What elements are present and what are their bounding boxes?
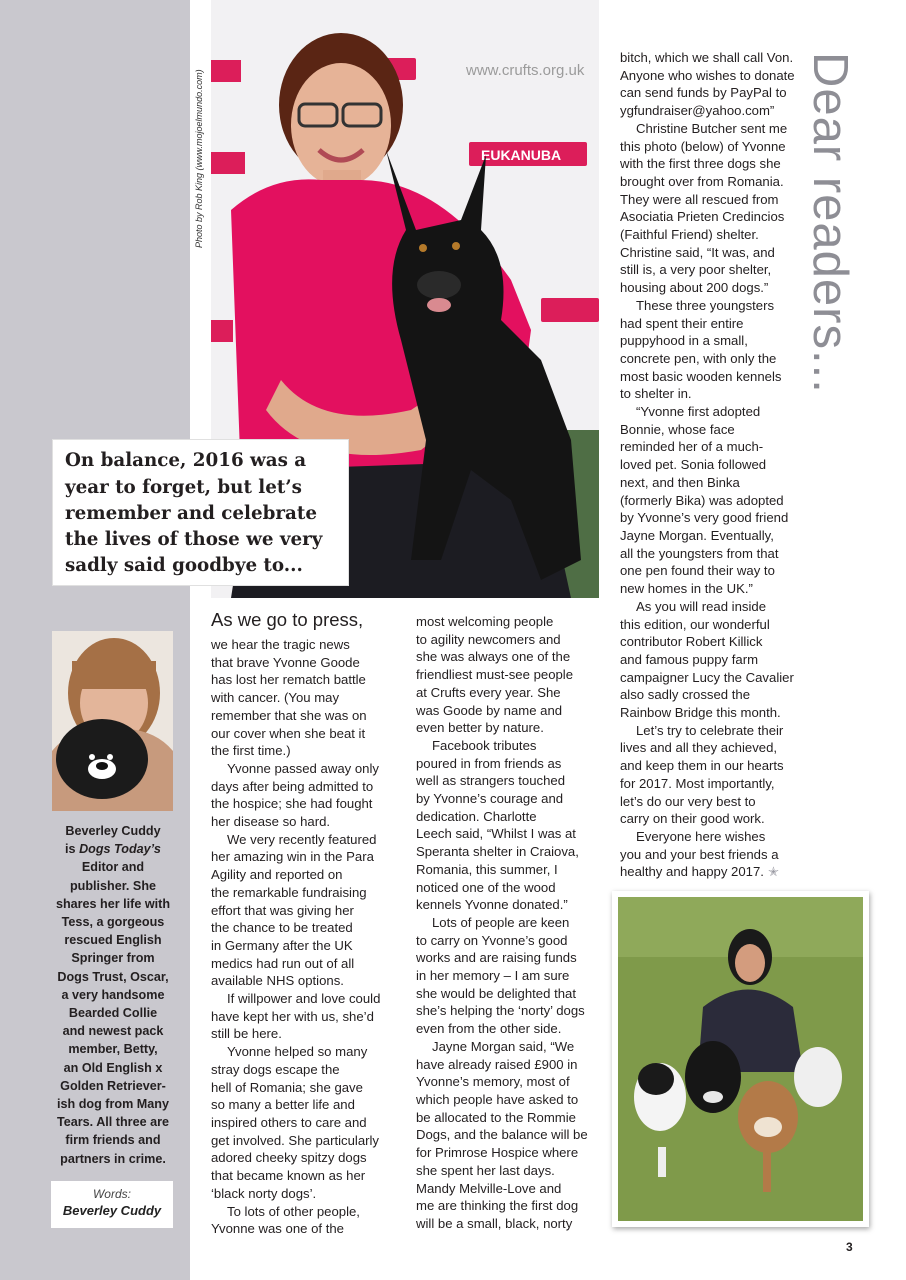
article-text-line: loved pet. Sonia followed	[620, 457, 767, 473]
article-text-line: As you will read inside	[636, 598, 767, 614]
article-text-line: reminded her of a much-	[620, 439, 764, 455]
article-text-line: one pen found their way to	[620, 563, 775, 579]
article-text-line: she’s helping the ‘norty’ dogs	[416, 1003, 585, 1019]
author-bio-line	[46, 1131, 180, 1149]
page-number: 3	[846, 1240, 853, 1254]
author-bio-text: a very handsome	[61, 987, 165, 1002]
article-text-line: in her memory – I am sure	[416, 968, 570, 984]
pull-quote-box	[52, 439, 349, 586]
article-text-line: for 2017. Most importantly,	[620, 775, 775, 791]
article-text-line: ‘black norty dogs’.	[211, 1185, 317, 1201]
article-text-line: Mandy Melville-Love and	[416, 1180, 562, 1196]
article-text-line: have kept her with us, she’d	[211, 1008, 374, 1024]
article-text-line: days after being admitted to	[211, 778, 374, 794]
author-bio-text: ish dog from Many	[57, 1097, 169, 1112]
article-text-line: to shelter in.	[620, 386, 692, 402]
article-text-line: Lots of people are keen	[432, 914, 570, 930]
author-bio-text: Editor and	[81, 860, 145, 875]
article-text-line: Yvonne was one of the	[211, 1221, 344, 1237]
article-text-line: dedication. Charlotte	[416, 808, 537, 824]
author-bio-text: Dogs Trust, Oscar,	[57, 969, 169, 984]
article-text-line: all the youngsters from that	[620, 545, 779, 561]
article-text-line: with cancer. (You may	[211, 690, 340, 706]
bottom-photo-yvonne-with-three-dogs	[612, 891, 869, 1227]
article-text-line: the remarkable fundraising	[211, 884, 367, 900]
article-text-line: be allocated to the Rommie	[416, 1109, 576, 1125]
article-text-line: (formerly Bika) was adopted	[620, 492, 784, 508]
author-bio-text: and newest pack	[62, 1024, 164, 1039]
article-column-2	[416, 613, 606, 1233]
article-text-line: hell of Romania; she gave	[211, 1079, 363, 1095]
author-bio-line	[46, 968, 180, 986]
article-column-3	[620, 49, 810, 881]
article-text-line: and famous puppy farm	[620, 651, 759, 667]
author-bio-line	[46, 1059, 180, 1077]
article-text-line: that became known as her	[211, 1168, 366, 1184]
author-bio-text: shares her life with	[55, 896, 171, 911]
article-text-line: in Germany after the UK	[211, 937, 353, 953]
article-text-line: Asociatia Prieten Credincios	[620, 209, 785, 225]
article-text-line: at Crufts every year. She	[416, 684, 561, 700]
article-text-line: Yvonne’s memory, most of	[416, 1074, 570, 1090]
article-text-line: get involved. She particularly	[211, 1132, 379, 1148]
article-text-line: will be a small, black, norty	[416, 1215, 573, 1231]
banner-eukanuba: EUKANUBA	[481, 147, 562, 163]
article-text-line: Romania, this summer, I	[416, 861, 558, 877]
article-text-line: available NHS options.	[211, 973, 344, 989]
author-bio-line	[46, 840, 180, 858]
banner-crufts-url: www.crufts.org.uk	[466, 62, 585, 79]
pull-quote-line: the lives of those we very	[65, 529, 323, 550]
article-text-line: effort that was giving her	[211, 902, 354, 918]
article-text-line: We very recently featured	[227, 831, 377, 847]
author-bio-text: Tears. All three are	[57, 1115, 169, 1130]
author-bio-line	[46, 1150, 180, 1168]
author-bio-line	[46, 1113, 180, 1131]
article-text-line: contributor Robert Killick	[620, 634, 763, 650]
article-text-line: inspired others to care and	[211, 1114, 367, 1130]
article-text-line: her disease so hard.	[211, 814, 331, 830]
author-bio-line	[46, 877, 180, 895]
article-text-line: by Yvonne’s very good friend	[620, 510, 789, 526]
article-text-line: (Faithful Friend) shelter.	[620, 227, 759, 243]
article-text-line: we hear the tragic news	[211, 637, 350, 652]
article-text-line: brought over from Romania.	[620, 173, 784, 189]
article-text-line: Yvonne passed away only	[227, 760, 379, 776]
article-text-line: the chance to be treated	[211, 920, 353, 936]
article-text-line: Everyone here wishes	[636, 828, 766, 844]
article-text-line: stray dogs escape the	[211, 1061, 340, 1077]
article-text-line: Let’s try to celebrate their	[636, 722, 784, 738]
author-bio-text: Tess, a gorgeous	[61, 915, 165, 930]
pull-quote-line: year to forget, but let’s	[65, 477, 302, 498]
article-column-1	[211, 636, 401, 1238]
article-text-line: Leech said, “Whilst I was at	[416, 826, 576, 842]
pull-quote-line: sadly said goodbye to...	[65, 555, 303, 576]
article-text-line: healthy and happy 2017.	[620, 864, 764, 880]
byline-label: Words:	[92, 1187, 131, 1201]
article-text-line: works and are raising funds	[416, 950, 577, 966]
article-text-line: Jayne Morgan said, “We	[432, 1038, 575, 1054]
article-text-line: had spent their entire	[620, 315, 744, 331]
author-bio-line	[46, 1022, 180, 1040]
author-bio-text: Golden Retriever-	[60, 1078, 166, 1093]
article-text-line: for Primrose Hospice where	[416, 1145, 579, 1161]
article-text-line: Dogs, and the balance will be	[416, 1127, 588, 1143]
author-bio-text: is	[65, 842, 80, 857]
article-text-line: also sadly crossed the	[620, 687, 751, 703]
article-text-line: kennels Yvonne donated.”	[416, 897, 568, 913]
article-text-line: even better by nature.	[416, 720, 544, 736]
article-text-line: Agility and reported on	[211, 867, 343, 883]
article-text-line: by Yvonne’s courage and	[416, 791, 564, 807]
article-text-line: friendliest must-see people	[416, 667, 574, 683]
article-text-line: Yvonne helped so many	[227, 1044, 368, 1060]
pull-quote-line: remember and celebrate	[65, 503, 317, 524]
article-text-line: can send funds by PayPal to	[620, 85, 787, 101]
pull-quote-line: On balance, 2016 was a	[65, 450, 307, 471]
author-bio-text: firm friends and	[65, 1133, 161, 1148]
author-bio	[46, 822, 180, 1168]
article-text-line: so many a better life and	[211, 1097, 355, 1113]
author-photo-illustration	[52, 631, 173, 811]
article-text-line: Christine said, “It was, and	[620, 244, 775, 260]
article-text-line: ygfundraiser@yahoo.com”	[620, 103, 775, 119]
author-bio-text: Springer from	[71, 951, 155, 966]
article-text-line: bitch, which we shall call Von.	[620, 50, 794, 65]
article-text-line: To lots of other people,	[227, 1203, 360, 1219]
article-text-line: she was always one of the	[416, 649, 571, 665]
article-text-line: noticed one of the wood	[416, 879, 556, 895]
author-bio-line	[46, 822, 180, 840]
article-text-line: lives and all they achieved,	[620, 740, 778, 756]
article-text-line: which people have asked to	[416, 1091, 579, 1107]
article-text-line: concrete pen, with only the	[620, 350, 777, 366]
page-title: Dear readers...	[803, 52, 857, 394]
article-text-line: let’s do our very best to	[620, 793, 756, 809]
author-bio-text: Beverley Cuddy	[65, 824, 161, 838]
author-bio-text: Bearded Collie	[68, 1006, 158, 1021]
article-text-line: Bonnie, whose face	[620, 421, 735, 437]
author-bio-line	[46, 895, 180, 913]
article-text-line: medics had run out of all	[211, 955, 355, 971]
author-bio-text: member, Betty,	[68, 1042, 158, 1057]
article-text-line: this edition, our wonderful	[620, 616, 770, 632]
author-photo	[52, 631, 173, 811]
article-text-line: They were all rescued from	[620, 191, 779, 207]
article-text-line: Anyone who wishes to donate	[620, 67, 795, 83]
article-text-line: next, and then Binka	[620, 474, 740, 490]
article-text-line: carry on their good work.	[620, 811, 765, 827]
article-text-line: most basic wooden kennels	[620, 368, 782, 384]
article-text-line: this photo (below) of Yvonne	[620, 138, 786, 154]
author-bio-line	[46, 986, 180, 1004]
author-bio-line	[46, 1004, 180, 1022]
article-text-line: adored cheeky spitzy dogs	[211, 1150, 367, 1166]
article-text-line: the hospice; she had fought	[211, 796, 373, 812]
article-text-line: was Goode by name and	[416, 702, 563, 718]
article-text-line: to agility newcomers and	[416, 631, 561, 647]
article-text-line: “Yvonne first adopted	[636, 404, 761, 420]
article-text-line: Rainbow Bridge this month.	[620, 705, 781, 721]
article-text-line: Christine Butcher sent me	[636, 120, 788, 136]
article-text-line: still is, a very poor shelter,	[620, 262, 772, 278]
article-text-line: new homes in the UK.”	[620, 581, 753, 597]
byline-author: Beverley Cuddy	[62, 1203, 162, 1218]
author-bio-text: an Old English x	[63, 1060, 163, 1075]
article-text-line: If willpower and love could	[227, 991, 381, 1007]
author-bio-line	[46, 949, 180, 967]
article-text-line: she spent her last days.	[416, 1162, 555, 1178]
article-text-line: Facebook tributes	[432, 737, 537, 753]
article-text-line: remember that she was on	[211, 707, 367, 723]
article-text-line: most welcoming people	[416, 614, 554, 629]
author-bio-line	[46, 1077, 180, 1095]
article-text-line: campaigner Lucy the Cavalier	[620, 669, 794, 685]
author-bio-line	[46, 913, 180, 931]
article-text-line: the first time.)	[211, 743, 291, 759]
article-text-line: me are thinking the first dog	[416, 1198, 579, 1214]
article-text-line: housing about 200 dogs.”	[620, 280, 769, 296]
byline-box	[51, 1181, 173, 1228]
author-bio-text: rescued English	[64, 933, 162, 948]
article-text-line: have already raised £900 in	[416, 1056, 578, 1072]
article-text-line: Jayne Morgan. Eventually,	[620, 527, 774, 543]
article-text-line: and keep them in our hearts	[620, 758, 784, 774]
photo-credit: Photo by Rob King (www.mojoelmundo.com)	[194, 69, 204, 248]
article-text-line: has lost her rematch battle	[211, 672, 366, 688]
article-text-line: to carry on Yvonne’s good	[416, 932, 568, 948]
article-lead-in: As we go to press,	[211, 609, 364, 630]
end-star-icon: ✭	[767, 864, 779, 880]
article-text-line: still be here.	[211, 1026, 282, 1042]
author-bio-line	[46, 1095, 180, 1113]
article-text-line: her amazing win in the Para	[211, 849, 374, 865]
magazine-name: Dogs Today’s	[79, 842, 161, 857]
author-bio-line	[46, 931, 180, 949]
article-text-line: Speranta shelter in Craiova,	[416, 844, 579, 860]
bottom-photo-illustration	[618, 897, 863, 1221]
article-text-line: you and your best friends a	[620, 846, 779, 862]
article-text-line: she would be delighted that	[416, 985, 576, 1001]
article-text-line: These three youngsters	[636, 297, 775, 313]
article-text-line: well as strangers touched	[416, 773, 566, 789]
author-bio-text: publisher. She	[69, 878, 157, 893]
article-text-line: that brave Yvonne Goode	[211, 654, 360, 670]
article-text-line: our cover when she beat it	[211, 725, 366, 741]
author-bio-line	[46, 1040, 180, 1058]
author-bio-text: partners in crime.	[60, 1151, 166, 1166]
author-bio-line	[46, 858, 180, 876]
article-text-line: even from the other side.	[416, 1021, 562, 1037]
article-text-line: puppyhood in a small,	[620, 333, 748, 349]
article-text-line: with the first three dogs she	[620, 156, 781, 172]
article-text-line: poured in from friends as	[416, 755, 562, 771]
